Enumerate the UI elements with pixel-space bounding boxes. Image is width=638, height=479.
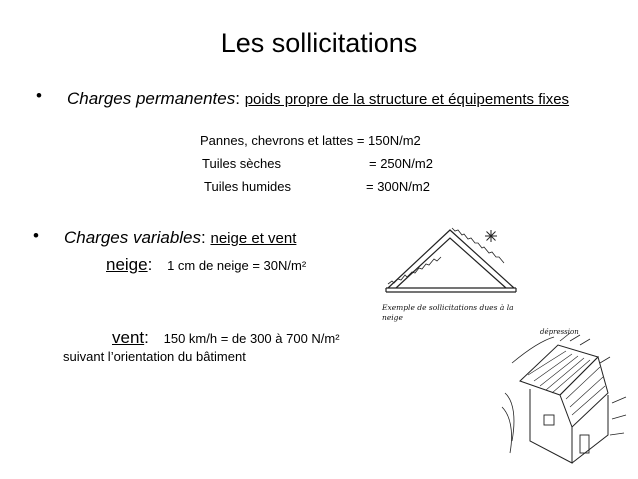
permanent-loads-value: poids propre de la structure et équipements fixes xyxy=(244,91,570,108)
load-row-value: = 150N/m2 xyxy=(356,133,421,148)
colon: : xyxy=(235,89,240,108)
snow-roof-illustration xyxy=(374,208,554,328)
snow-value: 1 cm de neige = 30N/m² xyxy=(167,258,307,273)
snow-label: neige xyxy=(106,255,148,274)
load-row-tuiles-humides-value: = 300N/m2 xyxy=(366,179,430,194)
wind-house-illustration xyxy=(500,323,635,473)
colon: : xyxy=(147,255,153,274)
wind-value: 150 km/h = de 300 à 700 N/m² xyxy=(163,331,340,346)
permanent-loads-label: Charges permanentes xyxy=(67,89,236,108)
variable-loads-value: neige et vent xyxy=(210,230,297,247)
permanent-loads-line xyxy=(67,89,569,109)
colon: : xyxy=(201,228,206,247)
depression-label: dépression xyxy=(540,328,579,336)
page-title: Les sollicitations xyxy=(220,28,418,58)
load-row-tuiles-seches-value: = 250N/m2 xyxy=(369,156,433,171)
variable-loads-label: Charges variables xyxy=(64,228,202,247)
snow-figure-caption: Exemple de sollicitations dues à la xyxy=(382,303,514,312)
load-row-name: Pannes, chevrons et lattes xyxy=(200,133,354,148)
bullet-marker: • xyxy=(33,226,39,245)
colon: : xyxy=(144,328,149,347)
load-row-tuiles-seches-name: Tuiles sèches xyxy=(202,156,281,171)
load-row-pannes xyxy=(200,133,421,148)
snow-line xyxy=(106,255,306,275)
wind-note: suivant l’orientation du bâtiment xyxy=(63,349,246,364)
wind-line xyxy=(112,328,340,348)
snow-figure-caption-2: neige xyxy=(382,313,403,322)
load-row-tuiles-humides-name: Tuiles humides xyxy=(204,179,291,194)
bullet-marker: • xyxy=(36,86,42,105)
wind-label: vent xyxy=(112,328,145,347)
variable-loads-line xyxy=(64,228,296,248)
